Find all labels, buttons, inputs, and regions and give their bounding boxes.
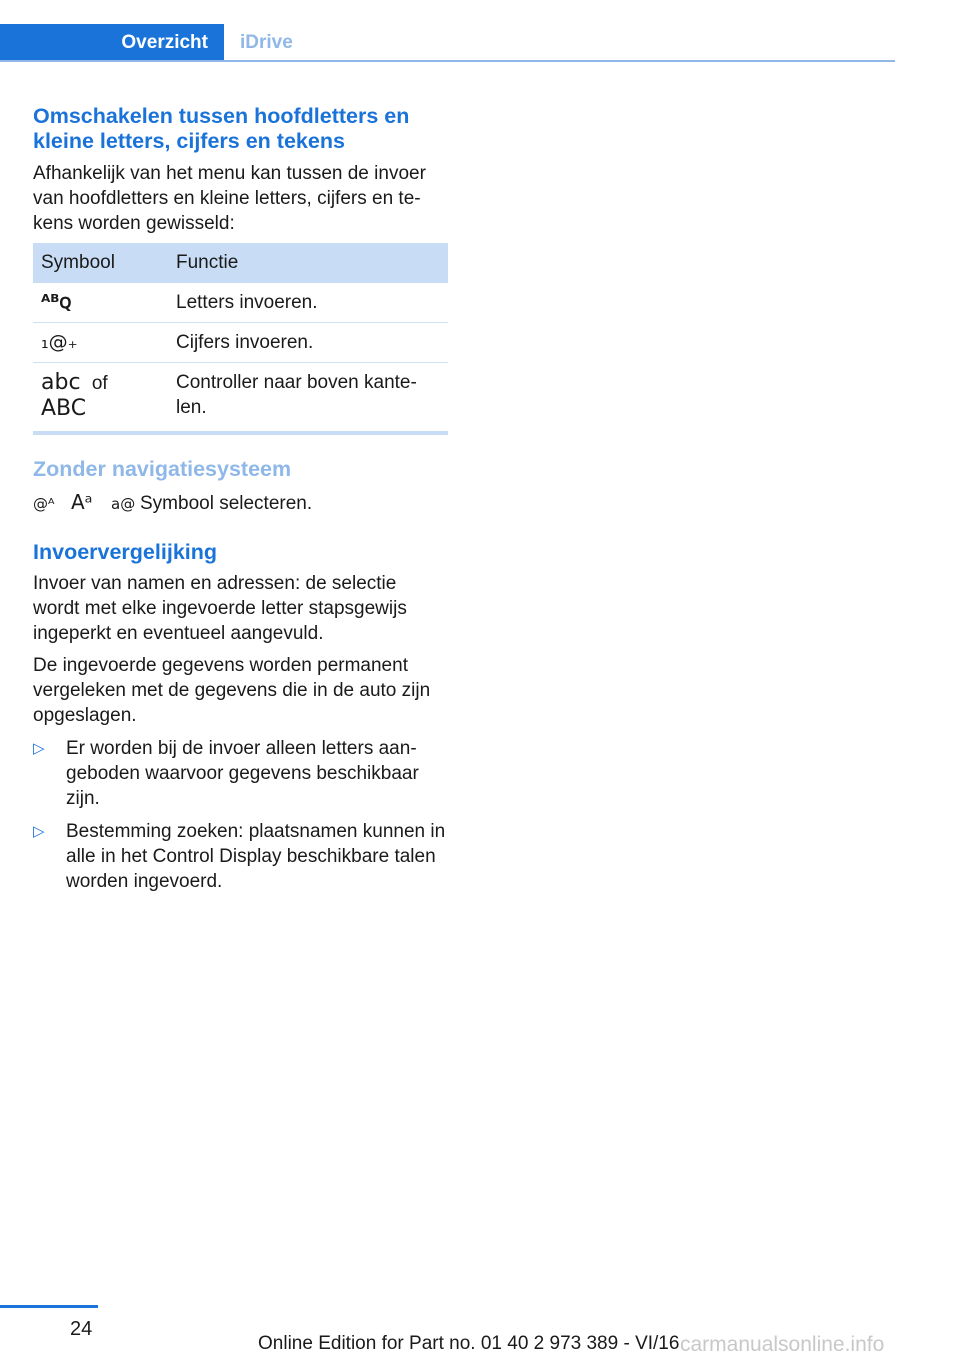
tab-overzicht[interactable]: Overzicht <box>0 24 224 62</box>
tab-bar-rule <box>0 60 895 62</box>
list-item-text: Bestemming zoeken: plaatsnamen kunnen in alle in het Control Display beschikbare talen worden ingevoerd. <box>66 821 446 892</box>
lowercase-icon: abc <box>41 370 81 395</box>
heading-line-2: kleine letters, cijfers en tekens <box>33 129 345 153</box>
list-item <box>33 736 448 811</box>
footer-rule <box>0 1305 98 1308</box>
tab-bar <box>0 24 895 62</box>
case-symbol-cell <box>33 363 168 434</box>
symbol-select-text: Symbool selecteren. <box>140 493 313 514</box>
watermark: carmanualsonline.info <box>680 1333 885 1356</box>
page-number: 24 <box>70 1318 93 1340</box>
row-function: Letters invoeren. <box>168 283 448 323</box>
row-function <box>168 363 448 434</box>
section-no-navigation <box>33 457 448 517</box>
case-toggle-icon: Aᵃ <box>71 490 93 514</box>
function-line-2: len. <box>176 397 207 418</box>
table-row <box>33 323 448 363</box>
intro-paragraph: Afhankelijk van het menu kan tussen de invoer van hoofdletters en kleine letters, cijfers en tekens worden gewisseld: <box>33 163 426 234</box>
bullet-list <box>33 736 448 894</box>
section-heading: Zonder navigatiesysteem <box>33 457 292 481</box>
letters-symbol: ᴬᴮꞯ <box>41 291 72 313</box>
function-line-1: Controller naar boven kante- <box>176 372 417 393</box>
row-function: Cijfers invoeren. <box>168 323 448 363</box>
at-uppercase-icon: @ᴬ <box>33 495 55 513</box>
triangle-bullet-icon: ▷ <box>33 739 45 757</box>
edition-note: Online Edition for Part no. 01 40 2 973 389 - VI/16 <box>258 1333 680 1354</box>
table-header-row <box>33 243 448 283</box>
symbol-table-wrap <box>33 243 448 435</box>
section-heading <box>33 104 448 154</box>
list-item-text: Er worden bij de invoer alleen letters aangeboden waarvoor gegevens beschikbaar zijn. <box>66 738 419 809</box>
symbol-table <box>33 243 448 435</box>
table-row <box>33 363 448 434</box>
numbers-icon <box>33 323 168 363</box>
section-heading: Invoervergelijking <box>33 540 218 564</box>
section-input-comparison <box>33 540 448 902</box>
paragraph: Invoer van namen en adressen: de selectie wordt met elke ingevoerde letter stapsgewijs ingeperkt en eventueel aangevuld. <box>33 573 407 644</box>
section-case-switch <box>33 104 448 236</box>
list-item <box>33 819 448 894</box>
table-row <box>33 283 448 323</box>
uppercase-icon: ABC <box>41 396 87 421</box>
letters-icon <box>33 283 168 323</box>
of-label: of <box>91 373 108 394</box>
numbers-symbol: ₁@₊ <box>41 331 78 353</box>
paragraph: De ingevoerde gegevens worden permanent vergeleken met de gegevens die in de auto zijn opgeslagen. <box>33 655 431 726</box>
tab-idrive[interactable]: iDrive <box>240 32 293 53</box>
heading-line-1: Omschakelen tussen hoofdletters en <box>33 104 410 128</box>
at-lowercase-icon: a@ <box>111 495 136 513</box>
header-symbol: Symbool <box>41 252 115 273</box>
symbol-select-row <box>33 490 448 517</box>
triangle-bullet-icon: ▷ <box>33 822 45 840</box>
header-function: Functie <box>176 252 239 273</box>
